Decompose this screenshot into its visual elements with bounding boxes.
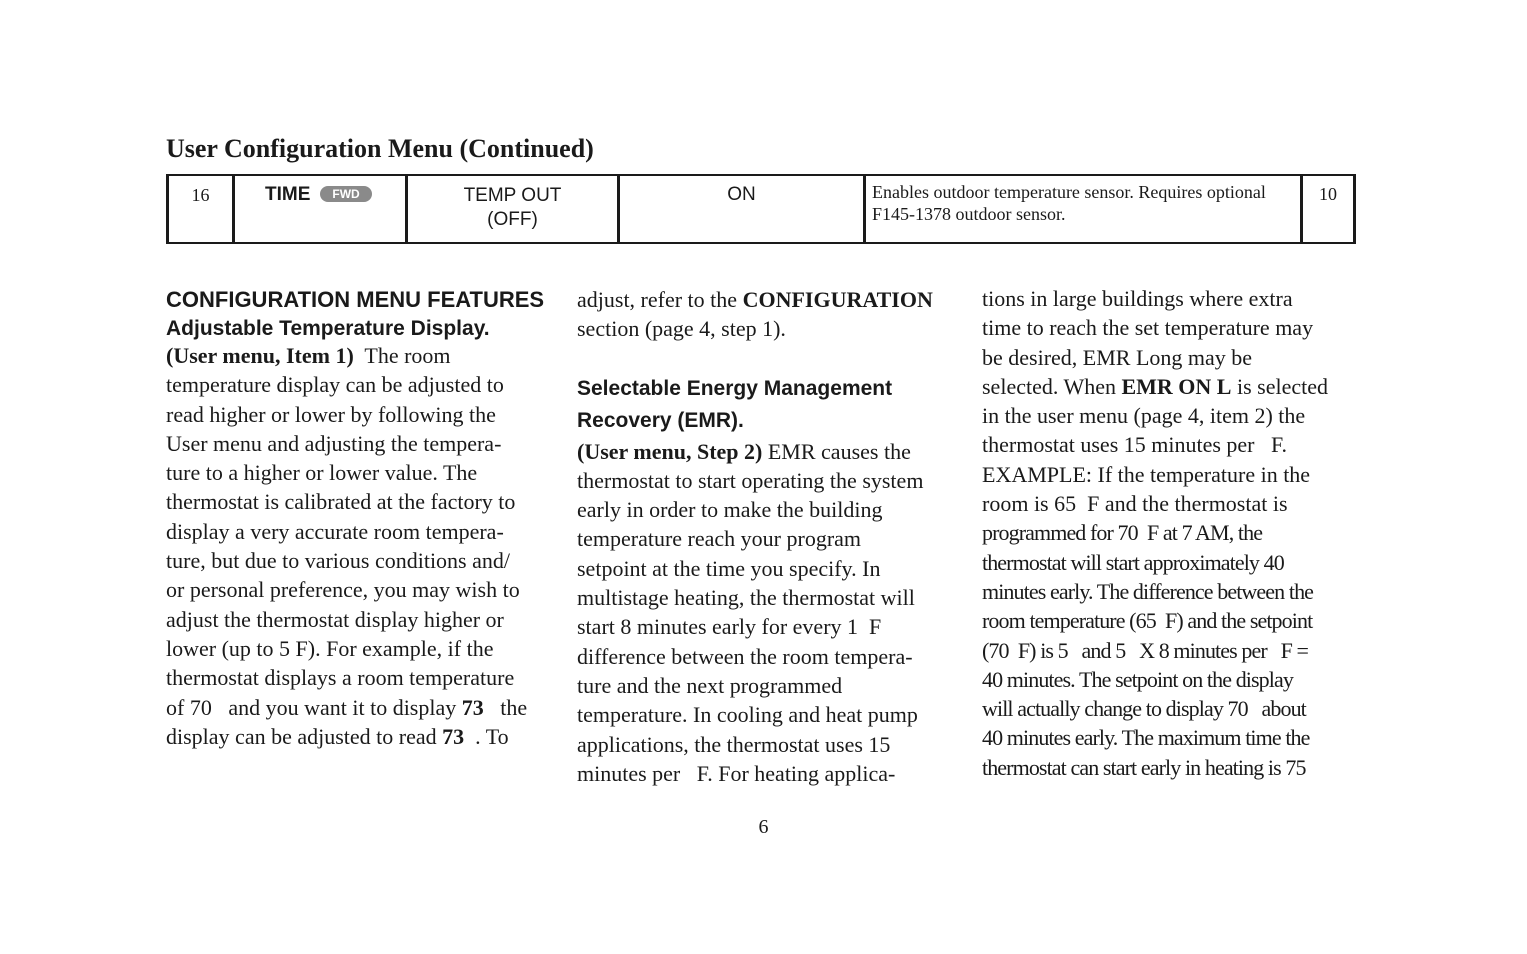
col2-line: adjust, refer to the CONFIGURATION (577, 287, 933, 312)
col2-line: minutes per F. For heating applica- (577, 760, 896, 786)
col3-line: 40 minutes early. The maximum time the (982, 725, 1310, 751)
column-1 (166, 286, 546, 751)
key-cell (234, 175, 407, 243)
col1-line: display can be adjusted to read 73 . To (166, 723, 509, 749)
setting-cell: ON (619, 175, 865, 243)
col1-line: temperature display can be adjusted to (166, 372, 504, 398)
col3-line: in the user menu (page 4, item 2) the (982, 403, 1306, 429)
col1-line: read higher or lower by following the (166, 401, 496, 427)
col2-line: thermostat to start operating the system (577, 467, 924, 493)
col2-line: early in order to make the building (577, 497, 883, 523)
col1-line: thermostat displays a room temperature (166, 665, 515, 691)
col2-line: (User menu, Step 2) EMR causes the (577, 438, 911, 464)
display-line-2: (OFF) (487, 209, 538, 230)
col2-line: temperature reach your program (577, 526, 862, 552)
table-row (168, 175, 1355, 243)
col2-line: difference between the room tempera- (577, 643, 913, 669)
col1-line: display a very accurate room tempera- (166, 518, 504, 544)
col1-line: ture to a higher or lower value. The (166, 460, 478, 486)
col3-line: 40 minutes. The setpoint on the display (982, 666, 1293, 692)
column-3 (982, 284, 1362, 782)
col2-line: ture and the next programmed (577, 672, 843, 698)
col1-line: (User menu, Item 1) The room (166, 343, 451, 368)
key-label: TIME (265, 184, 311, 205)
col2-line: section (page 4, step 1). (577, 316, 786, 342)
description-cell: Enables outdoor temperature sensor. Requires optional F145-1378 outdoor sensor. (865, 175, 1302, 243)
col1-line: adjust the thermostat display higher or (166, 606, 504, 632)
col3-line: EXAMPLE: If the temperature in the (982, 461, 1311, 487)
col3-line: selected. When EMR ON L is selected (982, 373, 1329, 399)
page-ref-cell: 10 (1302, 175, 1355, 243)
config-table (166, 174, 1356, 244)
col2-line: start 8 minutes early for every 1 F (577, 614, 882, 640)
page-number: 6 (758, 816, 769, 838)
col1-line: thermostat is calibrated at the factory to (166, 489, 516, 515)
page-title: User Configuration Menu (Continued) (166, 134, 594, 163)
col3-line: room temperature (65 F) and the setpoint (982, 608, 1313, 634)
col3-line: will actually change to display 70 about (982, 696, 1306, 722)
col1-line: or personal preference, you may wish to (166, 577, 520, 603)
section-heading: CONFIGURATION MENU FEATURES (166, 287, 545, 312)
lead-bold: (User menu, Item 1) (166, 343, 354, 368)
col3-line: thermostat will start approximately 40 (982, 549, 1284, 575)
col3-line: tions in large buildings where extra (982, 286, 1293, 311)
display-line-1: TEMP OUT (463, 185, 562, 206)
display-cell (407, 175, 619, 243)
col2-line: multistage heating, the thermostat will (577, 585, 915, 611)
col3-line: minutes early. The difference between the (982, 578, 1314, 604)
col3-line: time to reach the set temperature may (982, 315, 1314, 341)
col2-line: applications, the thermostat uses 15 (577, 731, 891, 757)
col1-line: lower (up to 5 F). For example, if the (166, 635, 494, 661)
col3-line: thermostat uses 15 minutes per F. (982, 432, 1287, 458)
col3-line: thermostat can start early in heating is 75 (982, 754, 1306, 780)
col1-line: of 70 and you want it to display 73 the (166, 694, 528, 720)
col3-line: be desired, EMR Long may be (982, 344, 1253, 370)
col1-line: User menu and adjusting the tempera- (166, 430, 502, 456)
col3-line: programmed for 70 F at 7 AM, the (982, 520, 1263, 546)
col3-line: (70 F) is 5 and 5 X 8 minutes per F = (982, 637, 1309, 663)
col2-line: temperature. In cooling and heat pump (577, 702, 918, 728)
lead-bold: (User menu, Step 2) (577, 438, 763, 464)
col2-line: setpoint at the time you specify. In (577, 555, 881, 581)
column-2 (577, 285, 957, 788)
spacer (577, 344, 957, 373)
section-heading: Selectable Energy Management (577, 376, 893, 400)
subsection-heading: Adjustable Temperature Display. (166, 317, 490, 340)
col3-line: room is 65 F and the thermostat is (982, 491, 1288, 517)
item-number: 16 (168, 175, 234, 243)
fwd-badge: FWD (320, 186, 371, 202)
col1-line: ture, but due to various conditions and/ (166, 548, 510, 574)
section-heading-line-2: Recovery (EMR). (577, 408, 744, 432)
